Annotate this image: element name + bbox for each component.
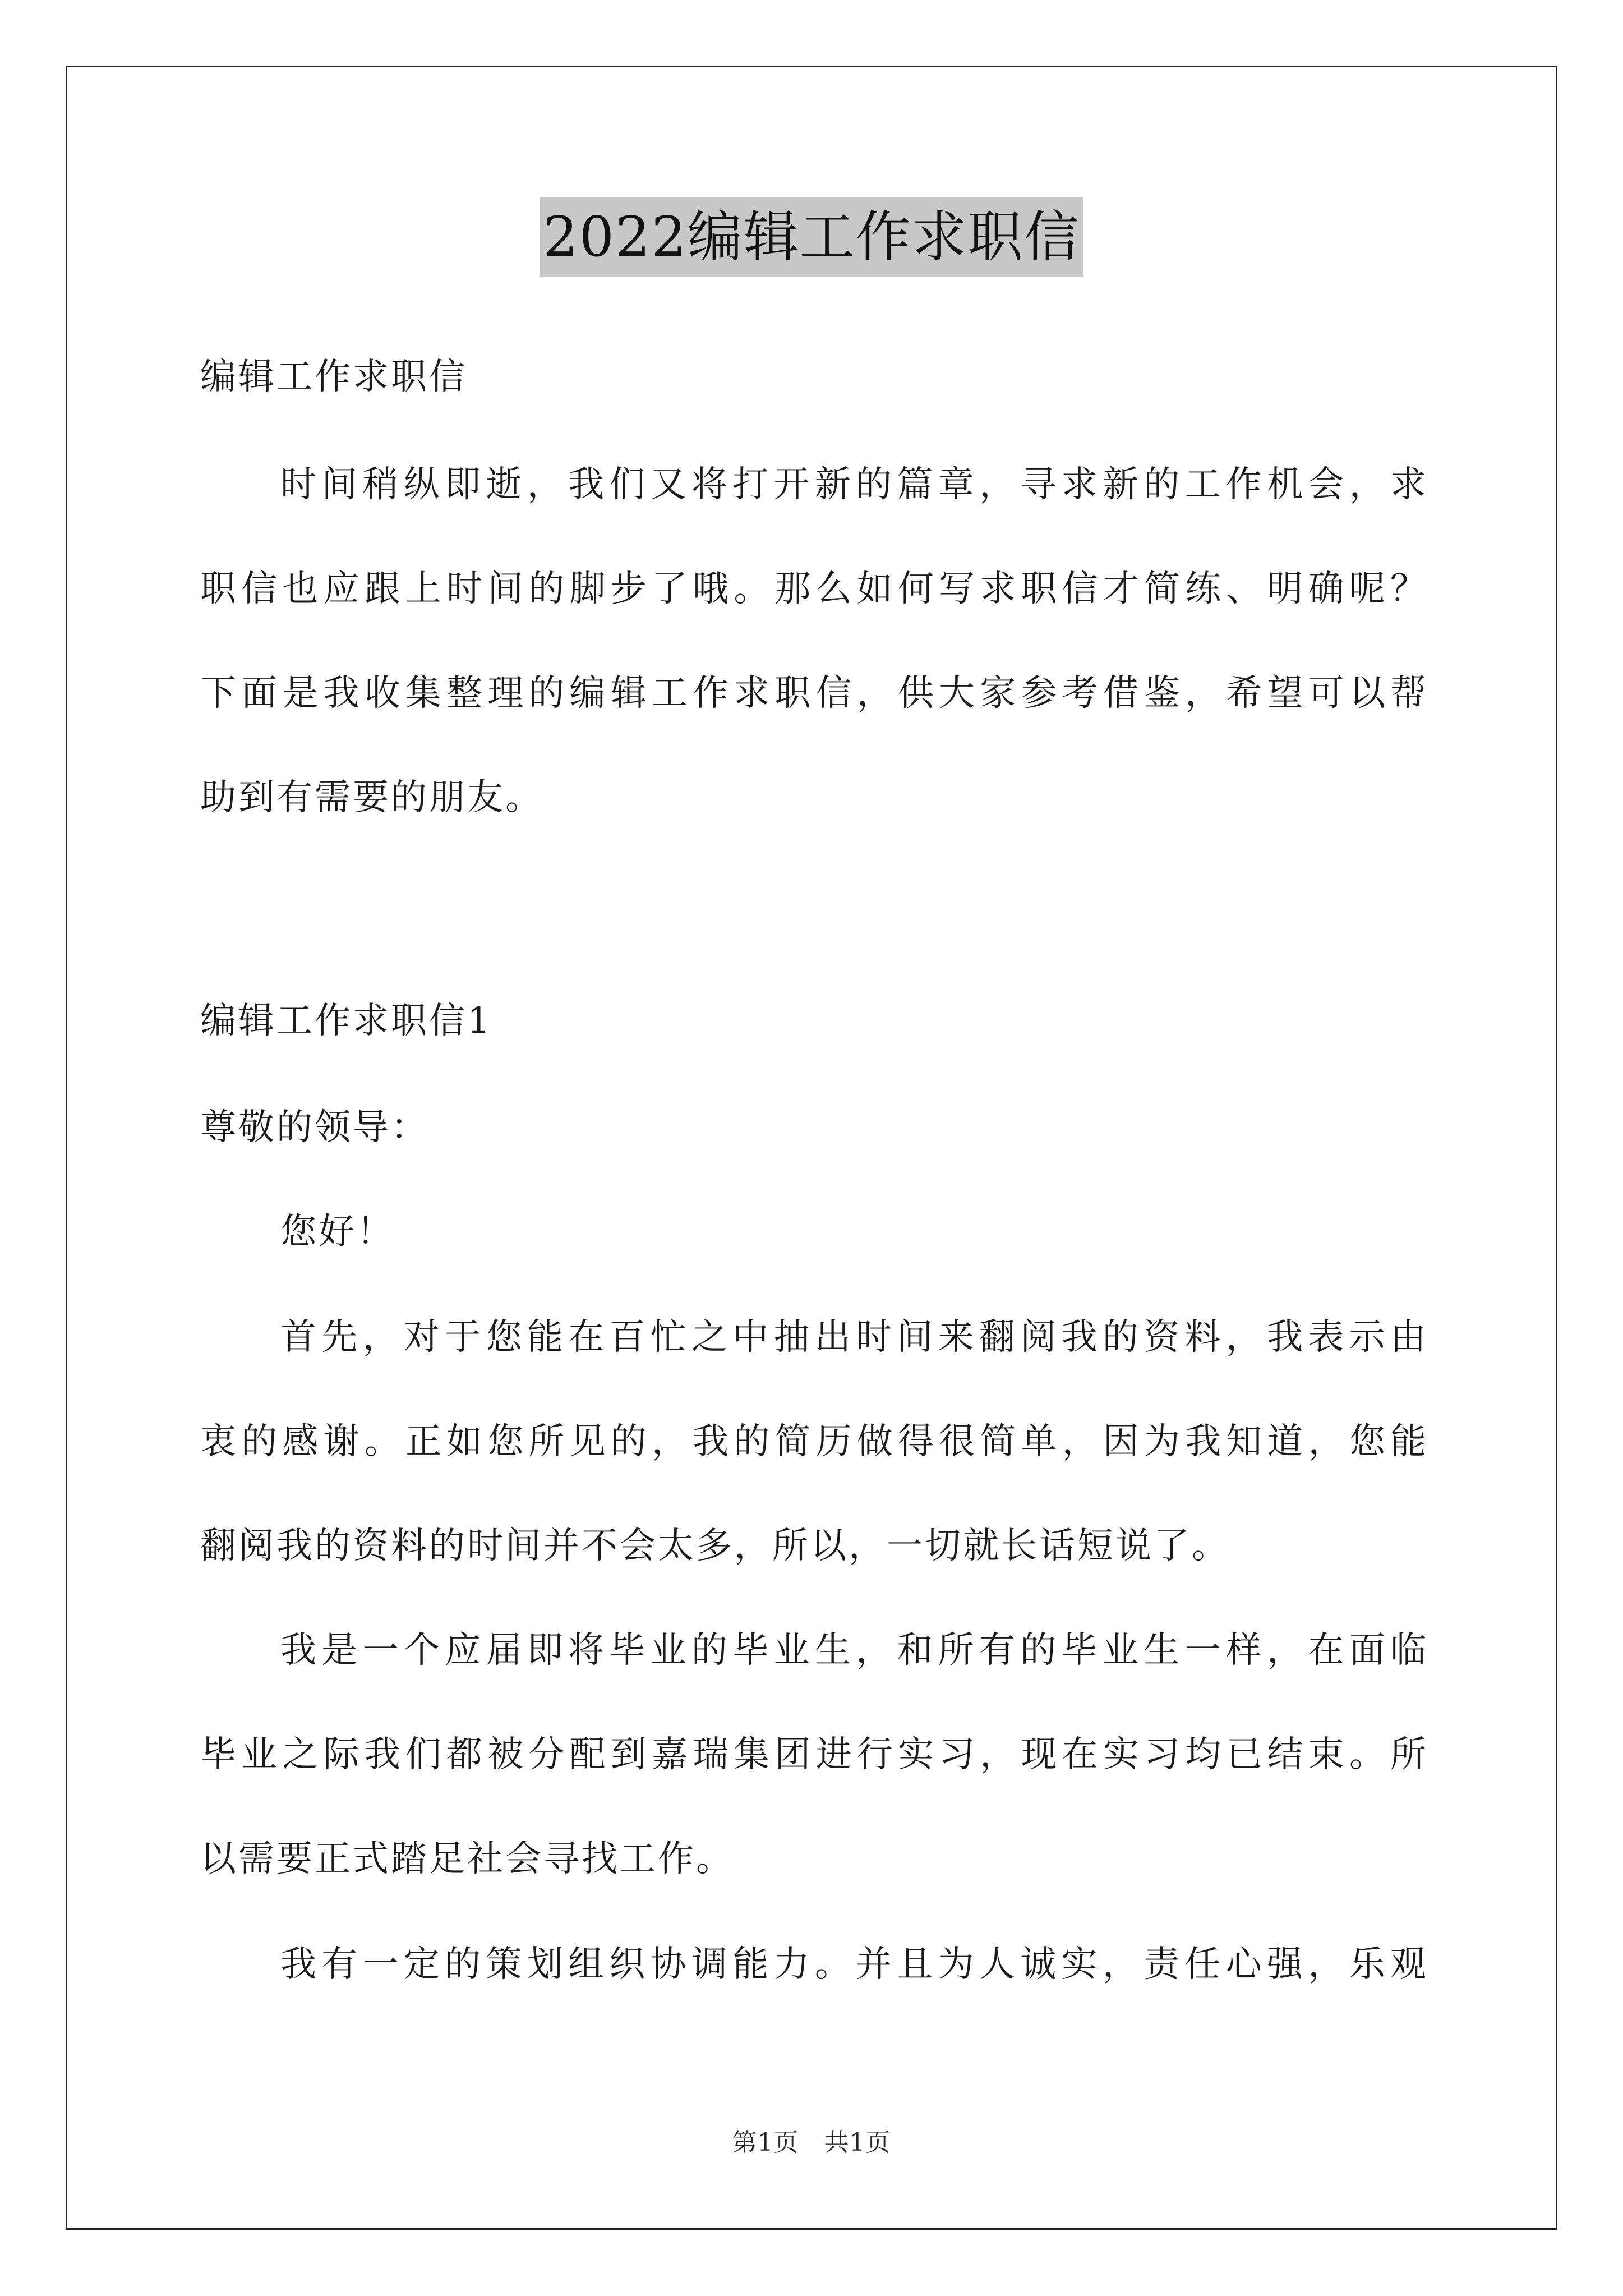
body-paragraph-line: 翻阅我的资料的时间并不会太多，所以，一切就长话短说了。 <box>200 1525 1230 1567</box>
intro-paragraph-line: 时间稍纵即逝，我们又将打开新的篇章，寻求新的工作机会，求 <box>280 464 1428 505</box>
body-paragraph-line: 首先，对于您能在百忙之中抽出时间来翻阅我的资料，我表示由 <box>280 1317 1428 1358</box>
body-paragraph-line: 衷的感谢。正如您所见的，我的简历做得很简单，因为我知道，您能 <box>200 1421 1428 1462</box>
body-paragraph-line: 毕业之际我们都被分配到嘉瑞集团进行实习，现在实习均已结束。所 <box>200 1734 1428 1775</box>
title-container <box>0 197 1623 277</box>
greeting: 您好！ <box>280 1211 395 1253</box>
intro-paragraph-line: 助到有需要的朋友。 <box>200 777 543 818</box>
document-title: 2022编辑工作求职信 <box>540 197 1083 277</box>
salutation: 尊敬的领导： <box>200 1107 429 1148</box>
body-paragraph-line: 我是一个应届即将毕业的毕业生，和所有的毕业生一样，在面临 <box>280 1630 1428 1671</box>
section-heading-intro: 编辑工作求职信 <box>200 356 467 398</box>
body-paragraph-line: 以需要正式踏足社会寻找工作。 <box>200 1838 734 1880</box>
body-paragraph-line: 我有一定的策划组织协调能力。并且为人诚实，责任心强，乐观 <box>280 1944 1428 1985</box>
section-heading-letter-1: 编辑工作求职信1 <box>200 1000 492 1042</box>
intro-paragraph-line: 下面是我收集整理的编辑工作求职信，供大家参考借鉴，希望可以帮 <box>200 673 1428 714</box>
page-footer: 第1页 共1页 <box>732 2128 891 2157</box>
intro-paragraph-line: 职信也应跟上时间的脚步了哦。那么如何写求职信才简练、明确呢？ <box>200 568 1428 610</box>
